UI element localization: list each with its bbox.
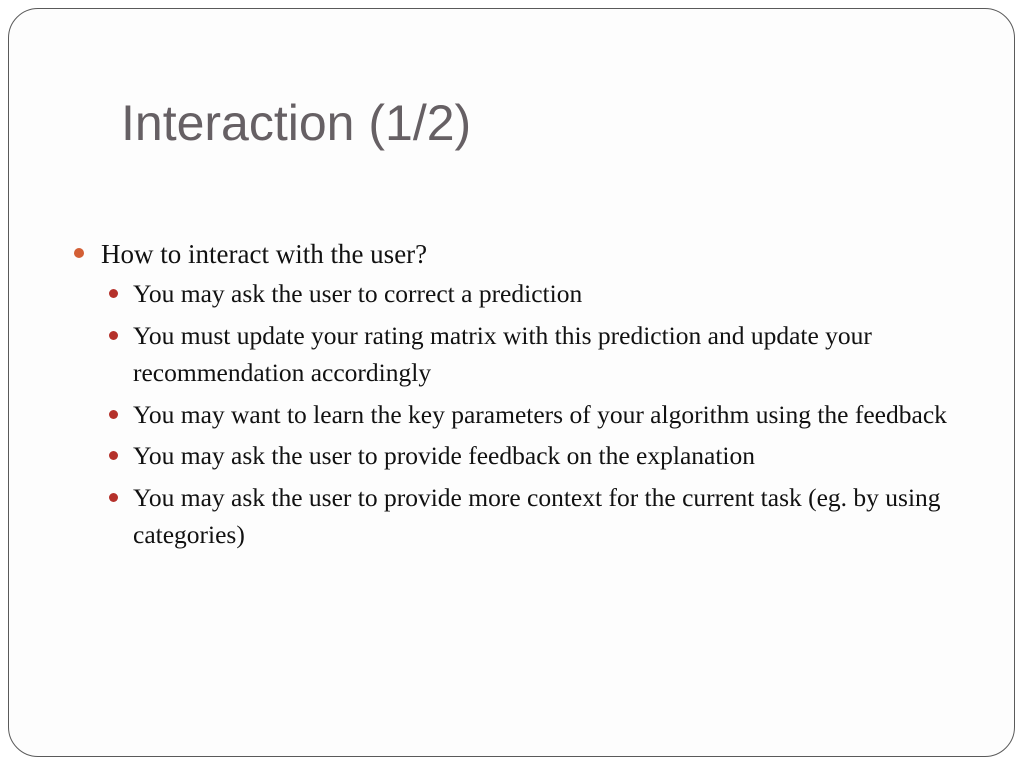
sub-bullet-text: You may ask the user to provide more context for the current task (eg. by using categories) <box>133 482 941 549</box>
sub-bullet-text: You may want to learn the key parameters of your algorithm using the feedback <box>133 399 947 429</box>
sub-bullet-dot-icon <box>109 410 118 419</box>
sub-bullet-item <box>71 317 971 392</box>
slide-frame <box>8 8 1015 757</box>
sub-bullet-dot-icon <box>109 451 118 460</box>
sub-bullet-text: You may ask the user to correct a prediction <box>133 279 583 308</box>
slide-title: Interaction (1/2) <box>121 95 472 151</box>
sub-bullet-text: You may ask the user to provide feedback on the explanation <box>133 441 755 470</box>
sub-bullet-item <box>71 275 971 313</box>
sub-bullet-dot-icon <box>109 493 118 502</box>
sub-bullet-item <box>71 479 971 554</box>
sub-bullet-dot-icon <box>109 289 118 298</box>
sub-bullet-list <box>71 275 971 554</box>
slide-content <box>71 235 971 558</box>
bullet-dot-icon <box>74 248 84 258</box>
sub-bullet-text: You must update your rating matrix with this prediction and update your recommendation accordingly <box>133 320 872 387</box>
sub-bullet-dot-icon <box>109 331 118 340</box>
bullet-text: How to interact with the user? <box>101 239 428 269</box>
sub-bullet-item <box>71 396 971 434</box>
bullet-item <box>71 235 971 273</box>
sub-bullet-item <box>71 437 971 475</box>
